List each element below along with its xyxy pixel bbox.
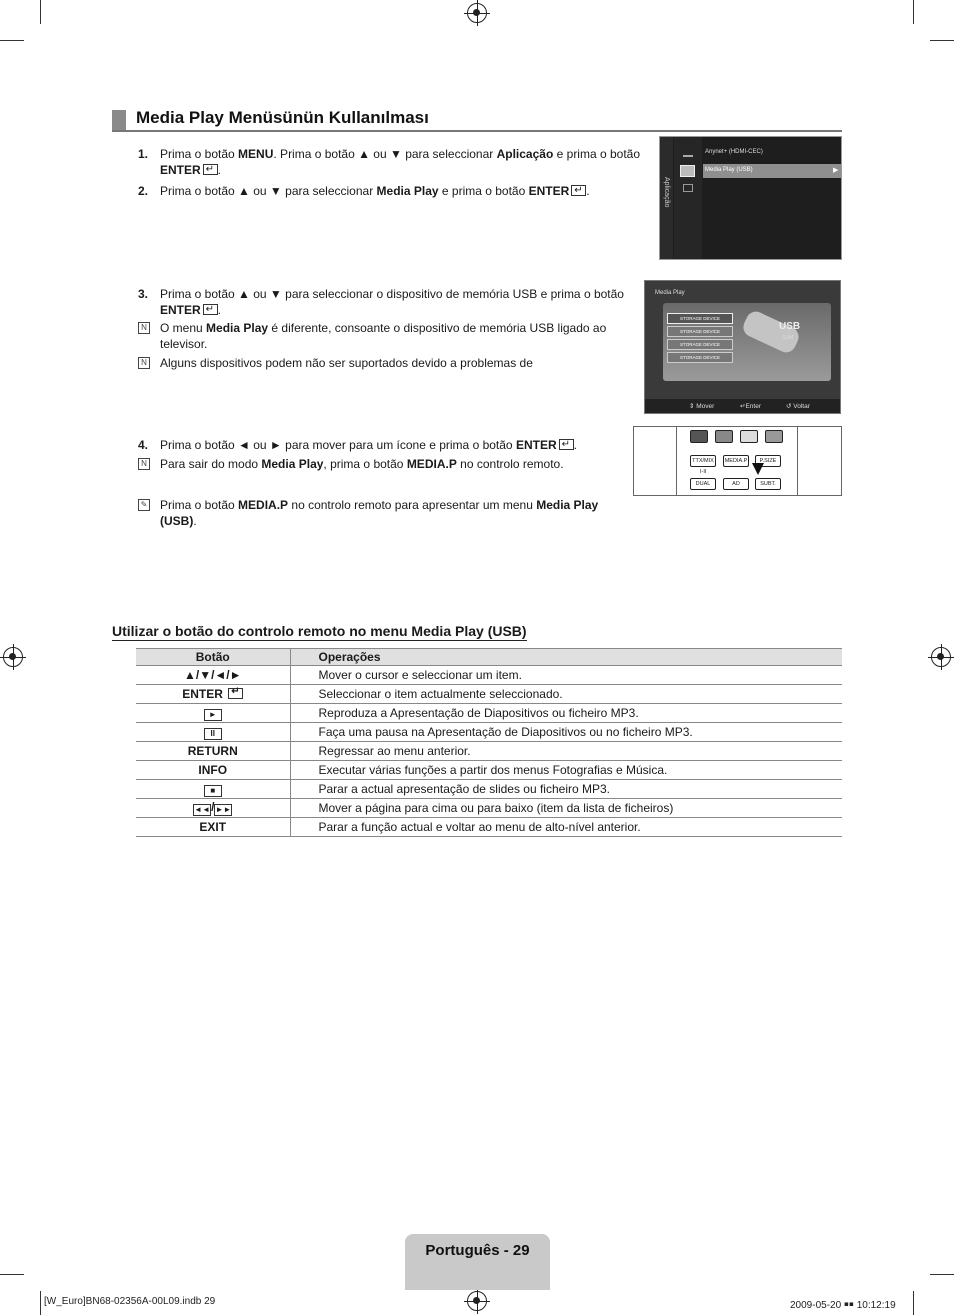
table-row: [136, 818, 842, 837]
i-ii-label: I-II: [700, 469, 707, 475]
settings-icon: [683, 152, 693, 157]
crop-mark: [0, 1274, 24, 1275]
note-1: O menu Media Play é diferente, consoante o dispositivo de memória USB ligado ao televisor.: [160, 321, 607, 351]
application-icon: [680, 165, 695, 177]
pause-icon: II: [204, 728, 222, 740]
enter-icon: [559, 439, 574, 450]
menu-item-media-play: Media Play (USB): [705, 167, 753, 173]
table-row: [136, 704, 842, 723]
media-play-header: Media Play: [655, 290, 685, 296]
operation-cell: Parar a actual apresentação de slides ou ficheiro MP3.: [290, 780, 842, 799]
step-2: [138, 183, 658, 201]
operations-table: [136, 648, 842, 837]
note-icon: N: [138, 322, 150, 334]
step-number: 1.: [138, 147, 149, 161]
title-marker: [112, 110, 126, 130]
crop-mark: [930, 1274, 954, 1275]
ad-button: AD: [723, 478, 749, 490]
nav-move-hint: ⇕ Mover: [689, 403, 715, 410]
page-number: Português - 29: [425, 1242, 530, 1259]
step-4: [138, 437, 628, 455]
enter-icon: [571, 185, 586, 196]
step-3: [138, 286, 638, 320]
section-title-bar: [112, 108, 842, 132]
usb-sum-label: SUM: [782, 335, 794, 341]
operation-cell: Parar a função actual e voltar ao menu de alto-nível anterior.: [290, 818, 842, 837]
operation-cell: Mover a página para cima ou para baixo (item da lista de ficheiros): [290, 799, 842, 818]
step-1: [138, 146, 658, 180]
header-operations: Operações: [290, 649, 842, 666]
button-cell: ▲/▼/◄/►: [136, 666, 290, 685]
fast-forward-icon: ►►: [215, 805, 232, 814]
enter-icon: [203, 164, 218, 175]
media-p-button: MEDIA.P: [723, 455, 749, 467]
arrow-right-icon: ▶: [833, 167, 839, 174]
menu-side-label: Aplicação: [663, 177, 670, 208]
tip-icon: ✎: [138, 499, 150, 511]
note-2: Alguns dispositivos podem não ser suportados devido a problemas de: [160, 356, 533, 370]
note-3: Para sair do modo Media Play, prima o botão MEDIA.P no controlo remoto.: [160, 457, 564, 471]
media-play-screenshot: [644, 280, 841, 414]
stop-icon: ■: [204, 785, 222, 797]
operation-cell: Executar várias funções a partir dos menus Fotografias e Música.: [290, 761, 842, 780]
crop-mark: [40, 1291, 41, 1315]
aplicacao-menu-screenshot: [659, 136, 842, 260]
operation-cell: Reproduza a Apresentação de Diapositivos ou ficheiro MP3.: [290, 704, 842, 723]
button-cell: [136, 780, 290, 799]
operation-cell: Regressar ao menu anterior.: [290, 742, 842, 761]
play-icon: ►: [204, 709, 222, 721]
step-text: Prima o botão ▲ ou ▼ para seleccionar Media Play e prima o botão ENTER↵ .: [160, 183, 590, 199]
table-header-row: [136, 649, 842, 666]
note-icon: N: [138, 458, 150, 470]
color-button-green: [715, 430, 733, 443]
ttx-button: TTX/MIX: [690, 455, 716, 467]
operation-cell: Mover o cursor e seleccionar um item.: [290, 666, 842, 685]
table-row: [136, 666, 842, 685]
p-size-button: P.SIZE: [755, 455, 781, 467]
step-text: Prima o botão ▲ ou ▼ para seleccionar o dispositivo de memória USB e prima o botão ENTER↵ .: [160, 286, 624, 318]
table-row: [136, 780, 842, 799]
footer-left: [W_Euro]BN68-02356A-00L09.indb 29: [44, 1296, 216, 1307]
table-row: [136, 723, 842, 742]
page-number-tab: [405, 1234, 550, 1290]
usb-label: USB: [779, 321, 801, 332]
operation-cell: Seleccionar o item actualmente seleccionado.: [290, 685, 842, 704]
button-cell: INFO: [136, 761, 290, 780]
enter-icon: [203, 304, 218, 315]
step-number: 4.: [138, 438, 149, 452]
crop-mark: [913, 1291, 914, 1315]
crop-mark: [913, 0, 914, 24]
table-row: [136, 685, 842, 704]
step-number: 2.: [138, 184, 149, 198]
storage-device-list: [667, 313, 733, 363]
note-4: Prima o botão MEDIA.P no controlo remoto para apresentar um menu Media Play (USB).: [160, 498, 599, 528]
color-button-yellow: [740, 430, 758, 443]
crop-mark: [0, 40, 24, 41]
button-cell: EXIT: [136, 818, 290, 837]
footer-right: 2009-05-20 ￭￭ 10:12:19: [790, 1300, 896, 1311]
crop-mark: [40, 0, 41, 24]
table-subtitle: Utilizar o botão do controlo remoto no menu Media Play (USB): [112, 623, 527, 639]
menu-item-anynet: Anynet+ (HDMI-CEC): [705, 149, 763, 155]
button-cell: [136, 704, 290, 723]
operation-cell: Faça uma pausa na Apresentação de Diapositivos ou no ficheiro MP3.: [290, 723, 842, 742]
storage-device-item[interactable]: STORAGE DEVICE: [667, 339, 733, 350]
remote-control-illustration: [633, 426, 842, 496]
registration-mark-icon: [467, 3, 487, 23]
dual-button: DUAL: [690, 478, 716, 490]
button-cell: ◄◄/►►: [136, 799, 290, 818]
step-text: Prima o botão MENU. Prima o botão ▲ ou ▼ para seleccionar Aplicação e prima o botão ENTER↵ .: [160, 146, 640, 178]
crop-mark: [930, 40, 954, 41]
subt-button: SUBT.: [755, 478, 781, 490]
storage-device-item[interactable]: STORAGE DEVICE: [667, 352, 733, 363]
enter-icon: [228, 688, 243, 699]
step-text: Prima o botão ◄ ou ► para mover para um ícone e prima o botão ENTER↵ .: [160, 437, 577, 453]
nav-enter-hint: ↵Enter: [740, 403, 761, 410]
table-row: [136, 742, 842, 761]
table-row: [136, 799, 842, 818]
registration-mark-icon: [3, 647, 23, 667]
registration-mark-icon: [931, 647, 951, 667]
step-number: 3.: [138, 287, 149, 301]
color-button-red: [690, 430, 708, 443]
table-row: [136, 761, 842, 780]
pointer-hand-icon: [752, 463, 764, 475]
rewind-icon: ◄◄: [194, 805, 210, 814]
button-cell: ENTER ↵: [136, 685, 290, 704]
storage-device-item[interactable]: STORAGE DEVICE: [667, 326, 733, 337]
nav-back-hint: ↺ Voltar: [786, 403, 810, 410]
header-button: Botão: [136, 649, 290, 666]
registration-mark-icon: [467, 1291, 487, 1311]
button-cell: [136, 723, 290, 742]
color-button-blue: [765, 430, 783, 443]
note-icon: N: [138, 357, 150, 369]
support-icon: [683, 184, 693, 192]
page-title: Media Play Menüsünün Kullanılması: [136, 108, 429, 127]
storage-device-item[interactable]: STORAGE DEVICE: [667, 313, 733, 324]
button-cell: RETURN: [136, 742, 290, 761]
